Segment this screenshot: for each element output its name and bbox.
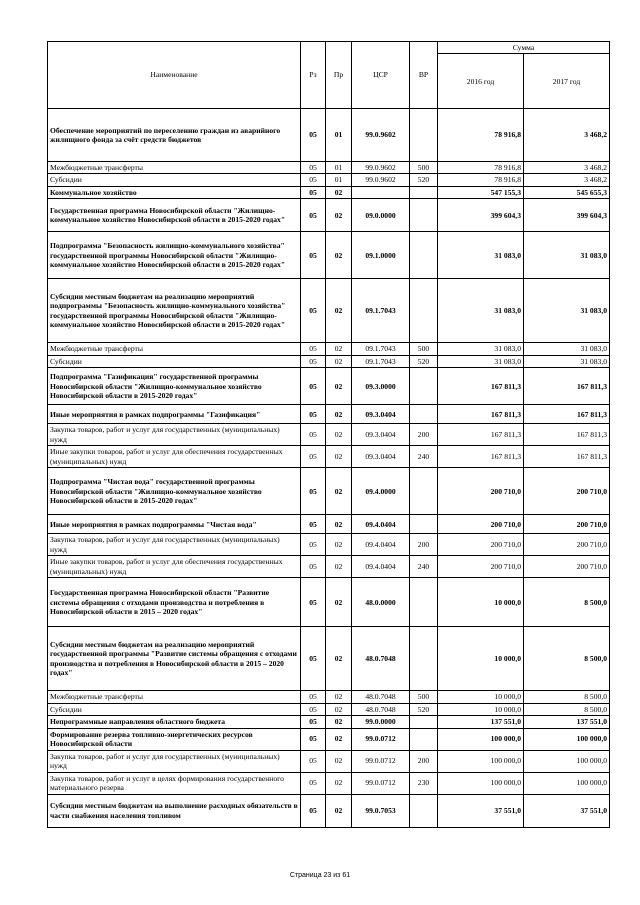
cell-vr: 500 [410, 691, 438, 703]
cell-y2016: 31 083,0 [438, 232, 524, 279]
cell-pr: 02 [326, 199, 352, 232]
cell-rz: 05 [301, 772, 326, 794]
cell-y2016: 100 000,0 [438, 728, 524, 750]
cell-pr: 02 [326, 232, 352, 279]
header-sum: Сумма [438, 42, 610, 54]
cell-rz: 05 [301, 750, 326, 772]
table-row [48, 728, 610, 750]
cell-pr: 01 [326, 109, 352, 162]
cell-vr: 520 [410, 703, 438, 715]
cell-csr: 09.1.7043 [352, 355, 410, 367]
header-rz: Рз [301, 42, 326, 109]
table-row [48, 691, 610, 703]
cell-y2016: 167 811,3 [438, 424, 524, 446]
cell-vr [410, 716, 438, 728]
cell-y2016: 31 083,0 [438, 343, 524, 355]
cell-csr: 09.3.0404 [352, 405, 410, 424]
cell-csr: 09.3.0000 [352, 368, 410, 405]
cell-name: Государственная программа Новосибирской области "Жилищно-коммунальное хозяйство Новосибирской области в 2015-2020 годах" [48, 199, 301, 232]
cell-y2017: 31 083,0 [524, 343, 610, 355]
cell-pr: 02 [326, 343, 352, 355]
cell-rz: 05 [301, 279, 326, 343]
cell-csr: 48.0.7048 [352, 627, 410, 691]
table-row [48, 199, 610, 232]
cell-rz: 05 [301, 794, 326, 827]
cell-pr: 02 [326, 772, 352, 794]
cell-csr [352, 186, 410, 198]
budget-table [47, 41, 610, 828]
cell-csr: 99.0.7053 [352, 794, 410, 827]
cell-csr: 99.0.9602 [352, 109, 410, 162]
cell-name: Иные закупки товаров, работ и услуг для обеспечения государственных (муниципальных) нужд [48, 446, 301, 468]
cell-csr: 09.1.7043 [352, 343, 410, 355]
cell-name: Субсидии [48, 174, 301, 186]
cell-name: Обеспечение мероприятий по переселению граждан из аварийного жилищного фонда за счёт средств бюджетов [48, 109, 301, 162]
cell-rz: 05 [301, 109, 326, 162]
table-row [48, 578, 610, 627]
cell-pr: 02 [326, 186, 352, 198]
header-2017: 2017 год [524, 54, 610, 109]
cell-y2016: 37 551,0 [438, 794, 524, 827]
cell-name: Формирование резерва топливно-энергетических ресурсов Новосибирской области [48, 728, 301, 750]
cell-vr [410, 368, 438, 405]
cell-csr: 99.0.9602 [352, 174, 410, 186]
cell-name: Подпрограмма "Газификация" государственной программы Новосибирской области "Жилищно-коммунальное хозяйство Новосибирской области в 2015-2020 годах" [48, 368, 301, 405]
cell-csr: 48.0.7048 [352, 691, 410, 703]
cell-pr: 02 [326, 716, 352, 728]
table-row [48, 174, 610, 186]
cell-rz: 05 [301, 468, 326, 515]
cell-csr: 09.3.0404 [352, 424, 410, 446]
cell-y2016: 31 083,0 [438, 355, 524, 367]
cell-vr [410, 728, 438, 750]
cell-y2017: 100 000,0 [524, 772, 610, 794]
table-row [48, 368, 610, 405]
table-header [48, 42, 610, 109]
header-name: Наименование [48, 42, 301, 109]
table-row [48, 279, 610, 343]
cell-y2016: 78 916,8 [438, 109, 524, 162]
cell-rz: 05 [301, 343, 326, 355]
cell-pr: 02 [326, 703, 352, 715]
cell-name: Субсидии местным бюджетам на реализацию мероприятий подпрограммы "Безопасность жилищно-коммунального хозяйства" государственной программы Новосибирской области "Жилищно-коммунальное хозяйство Новосибирской области в 2015-2020 годах" [48, 279, 301, 343]
cell-y2016: 399 604,3 [438, 199, 524, 232]
cell-vr [410, 578, 438, 627]
table-row [48, 109, 610, 162]
cell-y2016: 167 811,3 [438, 405, 524, 424]
cell-csr: 99.0.0712 [352, 772, 410, 794]
cell-y2016: 78 916,8 [438, 162, 524, 174]
cell-y2016: 137 551,0 [438, 716, 524, 728]
cell-name: Иные мероприятия в рамках подпрограммы "Газификация" [48, 405, 301, 424]
cell-vr [410, 794, 438, 827]
cell-y2017: 31 083,0 [524, 279, 610, 343]
table-row [48, 515, 610, 534]
cell-rz: 05 [301, 578, 326, 627]
cell-name: Межбюджетные трансферты [48, 691, 301, 703]
cell-y2017: 200 710,0 [524, 468, 610, 515]
cell-y2017: 545 655,3 [524, 186, 610, 198]
cell-vr [410, 515, 438, 534]
cell-vr: 520 [410, 174, 438, 186]
cell-y2016: 10 000,0 [438, 578, 524, 627]
cell-y2016: 100 000,0 [438, 772, 524, 794]
cell-rz: 05 [301, 368, 326, 405]
table-row [48, 186, 610, 198]
cell-csr: 99.0.0000 [352, 716, 410, 728]
page-number: Страница 23 из 61 [289, 872, 351, 879]
cell-y2017: 8 500,0 [524, 578, 610, 627]
cell-y2016: 78 916,8 [438, 174, 524, 186]
cell-csr: 09.4.0000 [352, 468, 410, 515]
cell-csr: 09.3.0404 [352, 446, 410, 468]
cell-rz: 05 [301, 534, 326, 556]
cell-name: Коммунальное хозяйство [48, 186, 301, 198]
cell-csr: 99.0.0712 [352, 750, 410, 772]
cell-pr: 02 [326, 468, 352, 515]
cell-pr: 02 [326, 534, 352, 556]
cell-name: Государственная программа Новосибирской области "Развитие системы обращения с отходами производства и потребления в Новосибирской области в 2015 – 2020 годах" [48, 578, 301, 627]
cell-y2017: 100 000,0 [524, 750, 610, 772]
table-row [48, 627, 610, 691]
cell-vr: 500 [410, 162, 438, 174]
cell-vr: 200 [410, 750, 438, 772]
cell-pr: 02 [326, 728, 352, 750]
cell-y2017: 137 551,0 [524, 716, 610, 728]
table-row [48, 556, 610, 578]
cell-rz: 05 [301, 627, 326, 691]
cell-y2017: 200 710,0 [524, 515, 610, 534]
cell-pr: 02 [326, 794, 352, 827]
cell-rz: 05 [301, 446, 326, 468]
cell-csr: 09.4.0404 [352, 556, 410, 578]
cell-y2017: 8 500,0 [524, 627, 610, 691]
table-row [48, 716, 610, 728]
table-row [48, 446, 610, 468]
cell-name: Субсидии местным бюджетам на выполнение расходных обязательств в части снабжения населения топливом [48, 794, 301, 827]
cell-csr: 99.0.9602 [352, 162, 410, 174]
cell-y2017: 3 468,2 [524, 162, 610, 174]
cell-vr: 240 [410, 556, 438, 578]
cell-y2016: 167 811,3 [438, 446, 524, 468]
cell-name: Иные мероприятия в рамках подпрограммы "Чистая вода" [48, 515, 301, 534]
table-row [48, 750, 610, 772]
cell-name: Межбюджетные трансферты [48, 162, 301, 174]
cell-pr: 02 [326, 750, 352, 772]
cell-name: Иные закупки товаров, работ и услуг для обеспечения государственных (муниципальных) нужд [48, 556, 301, 578]
cell-y2017: 31 083,0 [524, 355, 610, 367]
cell-y2016: 100 000,0 [438, 750, 524, 772]
cell-pr: 02 [326, 691, 352, 703]
cell-name: Межбюджетные трансферты [48, 343, 301, 355]
cell-y2016: 10 000,0 [438, 703, 524, 715]
cell-vr: 200 [410, 424, 438, 446]
cell-y2017: 8 500,0 [524, 691, 610, 703]
cell-y2016: 10 000,0 [438, 691, 524, 703]
cell-vr [410, 109, 438, 162]
cell-pr: 02 [326, 279, 352, 343]
cell-rz: 05 [301, 691, 326, 703]
table-row [48, 703, 610, 715]
cell-pr: 02 [326, 627, 352, 691]
cell-vr [410, 279, 438, 343]
cell-pr: 02 [326, 556, 352, 578]
header-pr: Пр [326, 42, 352, 109]
cell-y2016: 200 710,0 [438, 468, 524, 515]
table-row [48, 794, 610, 827]
cell-pr: 02 [326, 424, 352, 446]
table-row [48, 343, 610, 355]
cell-name: Закупка товаров, работ и услуг для государственных (муниципальных) нужд [48, 424, 301, 446]
cell-csr: 09.0.0000 [352, 199, 410, 232]
table-row [48, 162, 610, 174]
cell-y2017: 31 083,0 [524, 232, 610, 279]
cell-y2017: 100 000,0 [524, 728, 610, 750]
cell-vr: 240 [410, 446, 438, 468]
table-body [48, 109, 610, 828]
cell-y2016: 200 710,0 [438, 534, 524, 556]
cell-rz: 05 [301, 716, 326, 728]
cell-y2017: 167 811,3 [524, 405, 610, 424]
cell-csr: 09.1.7043 [352, 279, 410, 343]
cell-pr: 02 [326, 405, 352, 424]
cell-vr: 230 [410, 772, 438, 794]
cell-vr [410, 627, 438, 691]
header-2016: 2016 год [438, 54, 524, 109]
cell-y2017: 200 710,0 [524, 556, 610, 578]
cell-name: Субсидии местным бюджетам на реализацию мероприятий государственной программы "Развитие системы обращения с отходами производства и потребления в Новосибирской области в 2015 – 2020 годах" [48, 627, 301, 691]
cell-name: Подпрограмма "Чистая вода" государственной программы Новосибирской области "Жилищно-коммунальное хозяйство Новосибирской области в 2015-2020 годах" [48, 468, 301, 515]
cell-name: Закупка товаров, работ и услуг для государственных (муниципальных) нужд [48, 750, 301, 772]
header-csr: ЦСР [352, 42, 410, 109]
cell-pr: 02 [326, 355, 352, 367]
cell-name: Непрограммные направления областного бюджета [48, 716, 301, 728]
cell-vr: 500 [410, 343, 438, 355]
cell-rz: 05 [301, 424, 326, 446]
cell-y2017: 200 710,0 [524, 534, 610, 556]
cell-rz: 05 [301, 186, 326, 198]
cell-pr: 02 [326, 515, 352, 534]
cell-rz: 05 [301, 232, 326, 279]
table-row [48, 534, 610, 556]
cell-y2016: 200 710,0 [438, 515, 524, 534]
cell-vr [410, 186, 438, 198]
cell-y2017: 167 811,3 [524, 368, 610, 405]
table-row [48, 355, 610, 367]
cell-vr [410, 199, 438, 232]
cell-name: Подпрограмма "Безопасность жилищно-коммунального хозяйства" государственной программы Новосибирской области "Жилищно-коммунальное хозяйство Новосибирской области в 2015-2020 годах" [48, 232, 301, 279]
cell-rz: 05 [301, 199, 326, 232]
cell-y2016: 167 811,3 [438, 368, 524, 405]
cell-rz: 05 [301, 405, 326, 424]
cell-y2017: 3 468,2 [524, 174, 610, 186]
cell-csr: 09.4.0404 [352, 515, 410, 534]
cell-pr: 01 [326, 174, 352, 186]
cell-rz: 05 [301, 556, 326, 578]
cell-y2017: 167 811,3 [524, 424, 610, 446]
cell-vr: 520 [410, 355, 438, 367]
cell-csr: 99.0.0712 [352, 728, 410, 750]
cell-csr: 09.1.0000 [352, 232, 410, 279]
cell-vr [410, 232, 438, 279]
table-row [48, 772, 610, 794]
cell-y2016: 547 155,3 [438, 186, 524, 198]
cell-y2017: 8 500,0 [524, 703, 610, 715]
table-row [48, 232, 610, 279]
cell-pr: 02 [326, 578, 352, 627]
cell-pr: 01 [326, 162, 352, 174]
cell-y2016: 200 710,0 [438, 556, 524, 578]
cell-rz: 05 [301, 703, 326, 715]
cell-csr: 48.0.0000 [352, 578, 410, 627]
cell-name: Закупка товаров, работ и услуг в целях формирования государственного материального резерва [48, 772, 301, 794]
cell-rz: 05 [301, 355, 326, 367]
table-row [48, 468, 610, 515]
cell-y2016: 31 083,0 [438, 279, 524, 343]
cell-csr: 09.4.0404 [352, 534, 410, 556]
header-vr: ВР [410, 42, 438, 109]
cell-vr [410, 468, 438, 515]
cell-name: Закупка товаров, работ и услуг для государственных (муниципальных) нужд [48, 534, 301, 556]
cell-vr: 200 [410, 534, 438, 556]
cell-rz: 05 [301, 162, 326, 174]
cell-y2017: 167 811,3 [524, 446, 610, 468]
cell-pr: 02 [326, 446, 352, 468]
cell-y2017: 37 551,0 [524, 794, 610, 827]
cell-rz: 05 [301, 515, 326, 534]
cell-name: Субсидии [48, 703, 301, 715]
cell-rz: 05 [301, 174, 326, 186]
cell-vr [410, 405, 438, 424]
cell-y2017: 399 604,3 [524, 199, 610, 232]
cell-name: Субсидии [48, 355, 301, 367]
table-row [48, 424, 610, 446]
cell-y2017: 3 468,2 [524, 109, 610, 162]
cell-csr: 48.0.7048 [352, 703, 410, 715]
cell-rz: 05 [301, 728, 326, 750]
table-row [48, 405, 610, 424]
cell-y2016: 10 000,0 [438, 627, 524, 691]
cell-pr: 02 [326, 368, 352, 405]
